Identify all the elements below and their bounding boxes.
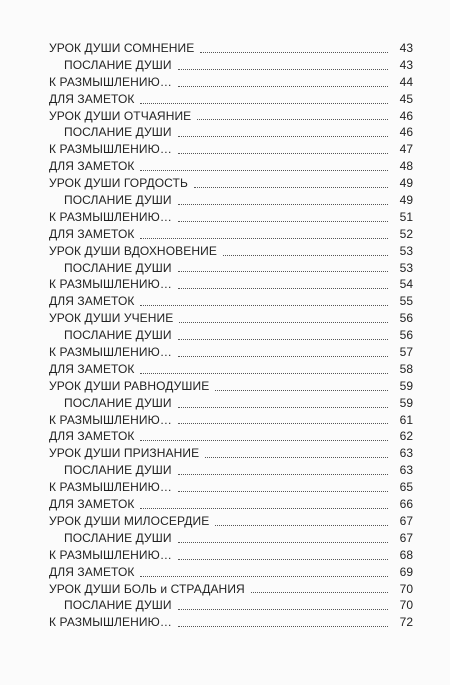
toc-subentry[interactable] (0, 530, 450, 547)
toc-entry-title: К РАЗМЫШЛЕНИЮ… (49, 142, 172, 157)
toc-entry-page-number: 56 (399, 328, 413, 343)
dot-leader (178, 136, 388, 137)
toc-entry-page-number: 44 (399, 74, 413, 89)
toc-entry[interactable] (0, 243, 450, 260)
dot-leader (223, 255, 388, 256)
toc-entry-page-number: 47 (399, 142, 413, 157)
toc-entry[interactable] (0, 175, 450, 192)
toc-entry-page-number: 49 (399, 193, 413, 208)
dot-leader (178, 288, 388, 289)
toc-entry-title: К РАЗМЫШЛЕНИЮ… (49, 480, 172, 495)
toc-entry[interactable] (0, 479, 450, 496)
toc-entry-title: ПОСЛАНИЕ ДУШИ (64, 125, 172, 140)
toc-entry-page-number: 62 (399, 429, 413, 444)
toc-entry[interactable] (0, 293, 450, 310)
toc-entry[interactable] (0, 428, 450, 445)
toc-entry-page-number: 53 (399, 260, 413, 275)
toc-entry[interactable] (0, 344, 450, 361)
toc-subentry[interactable] (0, 57, 450, 74)
toc-entry-title: ПОСЛАНИЕ ДУШИ (64, 598, 172, 613)
dot-leader (179, 322, 388, 323)
dot-leader (178, 69, 388, 70)
toc-entry[interactable] (0, 564, 450, 581)
dot-leader (178, 271, 388, 272)
dot-leader (140, 508, 388, 509)
dot-leader (140, 305, 388, 306)
toc-entry-title: ДЛЯ ЗАМЕТОК (49, 497, 135, 512)
toc-entry-page-number: 53 (399, 243, 413, 258)
toc-entry-title: ПОСЛАНИЕ ДУШИ (64, 193, 172, 208)
toc-entry-page-number: 61 (399, 412, 413, 427)
toc-entry[interactable] (0, 40, 450, 57)
toc-subentry[interactable] (0, 597, 450, 614)
dot-leader (178, 204, 388, 205)
toc-subentry[interactable] (0, 395, 450, 412)
toc-entry-title: ПОСЛАНИЕ ДУШИ (64, 328, 172, 343)
toc-entry[interactable] (0, 614, 450, 631)
dot-leader (140, 103, 388, 104)
toc-entry[interactable] (0, 209, 450, 226)
toc-entry-page-number: 63 (399, 446, 413, 461)
toc-entry-page-number: 49 (399, 176, 413, 191)
toc-entry-title: УРОК ДУШИ ГОРДОСТЬ (49, 176, 188, 191)
toc-entry-title: К РАЗМЫШЛЕНИЮ… (49, 547, 172, 562)
dot-leader (178, 153, 388, 154)
dot-leader (140, 170, 388, 171)
toc-entry[interactable] (0, 513, 450, 530)
toc-entry-title: ДЛЯ ЗАМЕТОК (49, 91, 135, 106)
table-of-contents (0, 40, 450, 631)
toc-entry-page-number: 65 (399, 480, 413, 495)
dot-leader (194, 187, 388, 188)
toc-entry[interactable] (0, 581, 450, 598)
toc-entry-page-number: 70 (399, 598, 413, 613)
toc-entry-title: ДЛЯ ЗАМЕТОК (49, 294, 135, 309)
dot-leader (215, 390, 388, 391)
toc-entry[interactable] (0, 158, 450, 175)
toc-entry-title: К РАЗМЫШЛЕНИЮ… (49, 412, 172, 427)
toc-entry-page-number: 52 (399, 226, 413, 241)
toc-entry-page-number: 69 (399, 564, 413, 579)
toc-entry-page-number: 63 (399, 463, 413, 478)
dot-leader (178, 356, 388, 357)
dot-leader (178, 221, 388, 222)
toc-entry-page-number: 46 (399, 125, 413, 140)
toc-entry-title: УРОК ДУШИ ВДОХНОВЕНИЕ (49, 243, 217, 258)
toc-entry-title: УРОК ДУШИ РАВНОДУШИЕ (49, 378, 210, 393)
toc-entry-title: К РАЗМЫШЛЕНИЮ… (49, 74, 172, 89)
toc-entry-page-number: 59 (399, 395, 413, 410)
toc-entry-page-number: 51 (399, 209, 413, 224)
toc-entry-title: ДЛЯ ЗАМЕТОК (49, 429, 135, 444)
dot-leader (178, 474, 388, 475)
toc-entry-page-number: 66 (399, 497, 413, 512)
toc-entry[interactable] (0, 276, 450, 293)
toc-entry-page-number: 72 (399, 615, 413, 630)
toc-entry-page-number: 43 (399, 57, 413, 72)
toc-entry[interactable] (0, 108, 450, 125)
toc-entry-title: УРОК ДУШИ СОМНЕНИЕ (49, 41, 195, 55)
toc-subentry[interactable] (0, 124, 450, 141)
toc-entry-page-number: 55 (399, 294, 413, 309)
toc-entry-title: ПОСЛАНИЕ ДУШИ (64, 463, 172, 478)
dot-leader (197, 119, 388, 120)
toc-subentry[interactable] (0, 260, 450, 277)
toc-entry[interactable] (0, 141, 450, 158)
dot-leader (140, 440, 388, 441)
dot-leader (178, 423, 388, 424)
dot-leader (178, 339, 388, 340)
dot-leader (178, 407, 388, 408)
toc-entry[interactable] (0, 310, 450, 327)
toc-entry-page-number: 57 (399, 345, 413, 360)
toc-entry[interactable] (0, 445, 450, 462)
toc-entry-title: УРОК ДУШИ БОЛЬ и СТРАДАНИЯ (49, 581, 245, 596)
toc-entry-title: ПОСЛАНИЕ ДУШИ (64, 57, 172, 72)
dot-leader (140, 238, 388, 239)
toc-entry-page-number: 68 (399, 547, 413, 562)
toc-entry-page-number: 70 (399, 581, 413, 596)
toc-entry-title: ПОСЛАНИЕ ДУШИ (64, 260, 172, 275)
toc-entry-page-number: 58 (399, 361, 413, 376)
toc-subentry[interactable] (0, 462, 450, 479)
toc-subentry[interactable] (0, 327, 450, 344)
toc-entry-title: УРОК ДУШИ УЧЕНИЕ (49, 311, 174, 326)
toc-entry-page-number: 43 (399, 41, 413, 55)
toc-entry-page-number: 45 (399, 91, 413, 106)
dot-leader (178, 542, 388, 543)
toc-entry-title: ДЛЯ ЗАМЕТОК (49, 226, 135, 241)
toc-entry[interactable] (0, 547, 450, 564)
toc-entry-page-number: 67 (399, 513, 413, 528)
toc-entry[interactable] (0, 378, 450, 395)
dot-leader (178, 626, 388, 627)
toc-entry[interactable] (0, 412, 450, 429)
toc-entry-page-number: 56 (399, 311, 413, 326)
dot-leader (178, 609, 388, 610)
dot-leader (251, 592, 388, 593)
dot-leader (140, 373, 388, 374)
toc-entry[interactable] (0, 496, 450, 513)
toc-entry-title: К РАЗМЫШЛЕНИЮ… (49, 345, 172, 360)
dot-leader (178, 559, 388, 560)
dot-leader (178, 491, 388, 492)
toc-entry-title: ДЛЯ ЗАМЕТОК (49, 564, 135, 579)
dot-leader (140, 576, 388, 577)
toc-entry-page-number: 54 (399, 277, 413, 292)
toc-entry[interactable] (0, 74, 450, 91)
toc-entry-title: К РАЗМЫШЛЕНИЮ… (49, 277, 172, 292)
toc-entry[interactable] (0, 361, 450, 378)
toc-entry-title: ДЛЯ ЗАМЕТОК (49, 361, 135, 376)
dot-leader (205, 457, 388, 458)
toc-entry-title: ПОСЛАНИЕ ДУШИ (64, 530, 172, 545)
toc-entry-title: К РАЗМЫШЛЕНИЮ… (49, 615, 172, 630)
toc-entry-title: УРОК ДУШИ МИЛОСЕРДИЕ (49, 513, 210, 528)
toc-entry-title: К РАЗМЫШЛЕНИЮ… (49, 209, 172, 224)
toc-entry[interactable] (0, 91, 450, 108)
toc-entry[interactable] (0, 226, 450, 243)
toc-entry-page-number: 46 (399, 108, 413, 123)
dot-leader (178, 86, 388, 87)
toc-subentry[interactable] (0, 192, 450, 209)
dot-leader (200, 52, 388, 53)
toc-entry-title: ДЛЯ ЗАМЕТОК (49, 159, 135, 174)
toc-entry-title: УРОК ДУШИ ОТЧАЯНИЕ (49, 108, 192, 123)
toc-entry-title: ПОСЛАНИЕ ДУШИ (64, 395, 172, 410)
toc-entry-page-number: 67 (399, 530, 413, 545)
toc-entry-title: УРОК ДУШИ ПРИЗНАНИЕ (49, 446, 200, 461)
toc-entry-page-number: 59 (399, 378, 413, 393)
toc-entry-page-number: 48 (399, 159, 413, 174)
dot-leader (215, 525, 388, 526)
